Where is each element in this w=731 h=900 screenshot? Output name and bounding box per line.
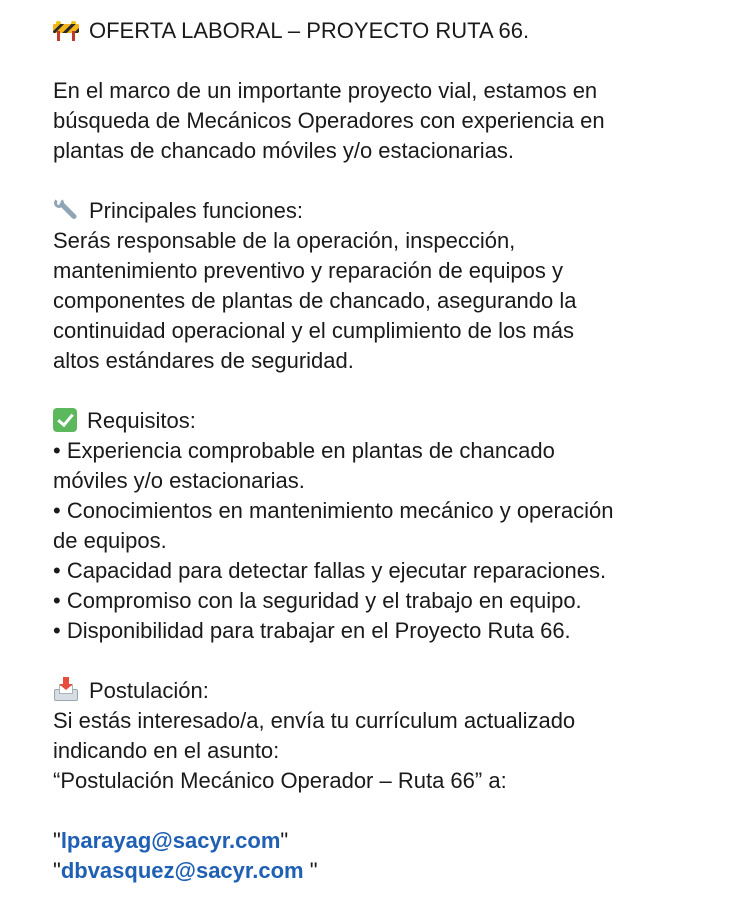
requisitos-heading	[53, 406, 701, 436]
post-title-text: OFERTA LABORAL – PROYECTO RUTA 66.	[89, 18, 530, 43]
intro-line: plantas de chancado móviles y/o estacionarias.	[53, 138, 515, 163]
postulacion-section	[53, 676, 701, 796]
requisito-line: de equipos.	[53, 528, 167, 553]
email-list	[53, 826, 701, 886]
requisito-line: • Experiencia comprobable en plantas de chancado	[53, 438, 555, 463]
intro-line: búsqueda de Mecánicos Operadores con experiencia en	[53, 108, 605, 133]
requisito-line: • Compromiso con la seguridad y el trabajo en equipo.	[53, 588, 582, 613]
requisito-line: • Conocimientos en mantenimiento mecánico y operación	[53, 498, 614, 523]
requisitos-heading-text: Requisitos:	[87, 408, 196, 433]
email-open-quote: "	[53, 858, 61, 883]
email-link-dbvasquez[interactable]: dbvasquez@sacyr.com	[60, 858, 304, 883]
postulacion-line: Si estás interesado/a, envía tu currículum actualizado	[53, 708, 576, 733]
email-close-quote: "	[303, 858, 318, 883]
funciones-section	[53, 196, 701, 376]
email-entry	[53, 856, 701, 886]
intro-line: En el marco de un importante proyecto vial, estamos en	[53, 78, 598, 103]
funciones-line: mantenimiento preventivo y reparación de equipos y	[53, 258, 563, 283]
funciones-line: continuidad operacional y el cumplimiento de los más	[53, 318, 574, 343]
requisito-line: móviles y/o estacionarias.	[53, 468, 305, 493]
post-title	[53, 16, 701, 46]
email-entry	[53, 826, 701, 856]
postulacion-line: indicando en el asunto:	[53, 738, 280, 763]
requisito-line: • Disponibilidad para trabajar en el Proyecto Ruta 66.	[53, 618, 571, 643]
email-close-quote: "	[280, 828, 289, 853]
postulacion-heading	[53, 676, 701, 706]
funciones-line: altos estándares de seguridad.	[53, 348, 354, 373]
email-link-lparayag[interactable]: lparayag@sacyr.com	[60, 828, 281, 853]
funciones-heading-text: Principales funciones:	[89, 198, 304, 223]
intro-paragraph	[53, 76, 701, 166]
postulacion-heading-text: Postulación:	[89, 678, 209, 703]
check-mark-icon	[53, 408, 77, 432]
inbox-tray-icon	[53, 677, 79, 703]
requisito-line: • Capacidad para detectar fallas y ejecutar reparaciones.	[53, 558, 607, 583]
funciones-line: componentes de plantas de chancado, asegurando la	[53, 288, 577, 313]
postulacion-line: “Postulación Mecánico Operador – Ruta 66” a:	[53, 768, 507, 793]
funciones-heading	[53, 196, 701, 226]
requisitos-section	[53, 406, 701, 646]
email-open-quote: "	[53, 828, 61, 853]
funciones-line: Serás responsable de la operación, inspección,	[53, 228, 516, 253]
wrench-icon	[53, 197, 79, 221]
construction-barrier-icon	[53, 21, 79, 41]
